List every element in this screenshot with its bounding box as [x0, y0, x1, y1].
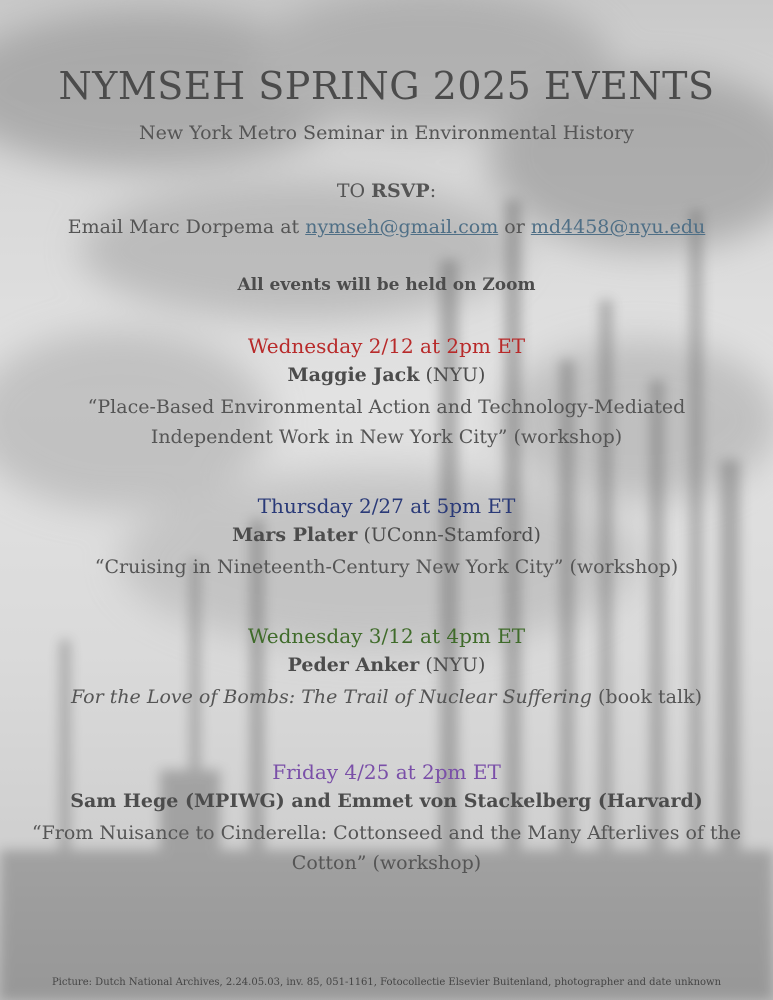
event-item	[0, 334, 773, 452]
event-speaker	[0, 654, 773, 676]
event-item	[0, 760, 773, 878]
event-date: Wednesday 3/12 at 4pm ET	[247, 624, 526, 648]
speaker-name: Mars Plater	[232, 524, 358, 546]
event-item	[0, 624, 773, 712]
talk-type: (book talk)	[591, 686, 702, 708]
event-talk-line: “Cruising in Nineteenth-Century New York City” (workshop)	[94, 556, 679, 578]
email-link-nyu[interactable]: md4458@nyu.edu	[530, 216, 706, 238]
event-date: Friday 4/25 at 2pm ET	[272, 760, 501, 784]
email-or: or	[498, 216, 531, 238]
rsvp-prefix: TO	[336, 180, 372, 202]
event-talk-line: “Place-Based Environmental Action and Technology-Mediated	[87, 396, 686, 418]
speaker-affiliation: (NYU)	[419, 654, 486, 676]
speaker-name: Maggie Jack	[287, 364, 420, 386]
email-prefix: Email Marc Dorpema at	[67, 216, 306, 238]
event-talk-line	[0, 682, 773, 712]
event-date: Wednesday 2/12 at 2pm ET	[247, 334, 526, 358]
rsvp-bold: RSVP	[371, 180, 430, 202]
zoom-note: All events will be held on Zoom	[237, 275, 536, 295]
photo-credit: Picture: Dutch National Archives, 2.24.05.03, inv. 85, 051-1161, Fotocollectie Elsevier Buitenland, photographer and date unknown	[51, 977, 722, 988]
speaker-name: Peder Anker	[287, 654, 420, 676]
event-speaker	[0, 524, 773, 546]
book-title: For the Love of Bombs: The Trail of Nuclear Suffering	[70, 686, 592, 708]
event-item	[0, 494, 773, 582]
event-talk-line: “From Nuisance to Cinderella: Cottonseed and the Many Afterlives of the	[31, 822, 742, 844]
event-date: Thursday 2/27 at 5pm ET	[257, 494, 516, 518]
speaker-affiliation: (UConn-Stamford)	[357, 524, 541, 546]
email-link-nymseh[interactable]: nymseh@gmail.com	[305, 216, 499, 238]
speaker-affiliation: (NYU)	[419, 364, 486, 386]
speaker-name: Sam Hege (MPIWG) and Emmet von Stackelberg (Harvard)	[70, 790, 703, 812]
event-talk-line: Independent Work in New York City” (workshop)	[150, 426, 623, 448]
page-title: NYMSEH SPRING 2025 EVENTS	[58, 64, 715, 108]
event-speaker	[0, 364, 773, 386]
rsvp-heading	[0, 180, 773, 202]
page-subtitle: New York Metro Seminar in Environmental History	[139, 122, 634, 144]
event-speaker	[0, 790, 773, 812]
rsvp-suffix: :	[429, 180, 437, 202]
rsvp-email-line	[0, 216, 773, 238]
event-talk-line: Cotton” (workshop)	[291, 852, 482, 874]
